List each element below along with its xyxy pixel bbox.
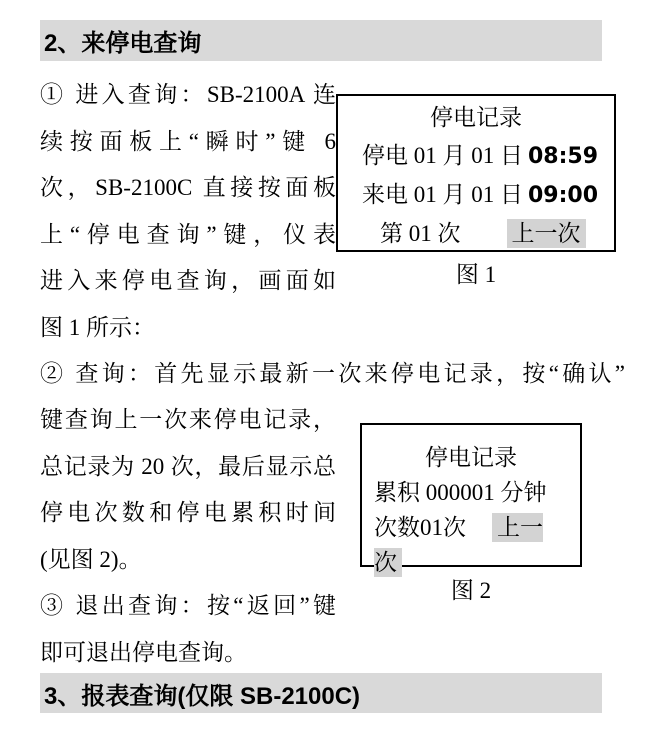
body-line: (见图 2)。	[40, 546, 142, 572]
body-line: 上“停电查询”键，仪表	[40, 221, 336, 247]
body-line: 进入来停电查询，画面如	[40, 268, 336, 293]
outage-time-value: 08:59	[528, 144, 599, 169]
restore-time-row	[350, 176, 602, 215]
body-line: 图 1 所示：	[40, 314, 155, 340]
record-index-label: 第 01 次	[380, 221, 461, 246]
body-line: ① 进入查询：SB-2100A 连	[40, 82, 336, 107]
accumulated-minutes-row: 累积 000001 分钟	[374, 480, 547, 505]
outage-count-label: 次数01次	[374, 515, 466, 540]
step1-paragraph	[40, 72, 336, 351]
lcd-title: 停电记录	[430, 105, 522, 130]
previous-record-label: 上一次	[507, 219, 586, 248]
body-line: 续按面板上“瞬时”键 6	[40, 128, 336, 154]
step2-intro-line: ② 查询：首先显示最新一次来停电记录，按“确认”	[40, 361, 625, 386]
section-heading-report-query-label: 3、报表查询(仅限 SB-2100C)	[44, 682, 361, 710]
section-heading-power-query	[40, 20, 602, 61]
step2-paragraph	[40, 397, 336, 676]
figure2-lcd-screen	[360, 423, 582, 575]
body-line: 即可退出停电查询。	[40, 639, 247, 665]
restore-time-value: 09:00	[528, 183, 599, 208]
outage-count-row	[372, 510, 570, 580]
lcd-title: 停电记录	[425, 445, 517, 470]
record-index-row	[350, 215, 602, 253]
figure1-caption: 图 1	[455, 262, 497, 287]
section-heading-report-query	[40, 673, 602, 713]
figure1-lcd-screen	[336, 94, 616, 252]
outage-date-label: 停电 01 月 01 日	[362, 143, 523, 168]
section-heading-power-query-label: 2、来停电查询	[44, 30, 202, 57]
body-line: 停电次数和停电累积时间	[40, 500, 336, 525]
body-line: ③ 退出查询：按“返回”键	[40, 593, 336, 618]
figure2-caption: 图 2	[450, 578, 492, 603]
outage-time-row	[350, 137, 602, 176]
body-line: 次，SB-2100C 直接按面板	[40, 175, 336, 200]
body-line: 总记录为 20 次，最后显示总	[40, 453, 336, 479]
restore-date-label: 来电 01 月 01 日	[362, 182, 523, 207]
body-line: 键查询上一次来停电记录，	[40, 407, 336, 432]
previous-record-label: 上一次	[374, 515, 543, 575]
